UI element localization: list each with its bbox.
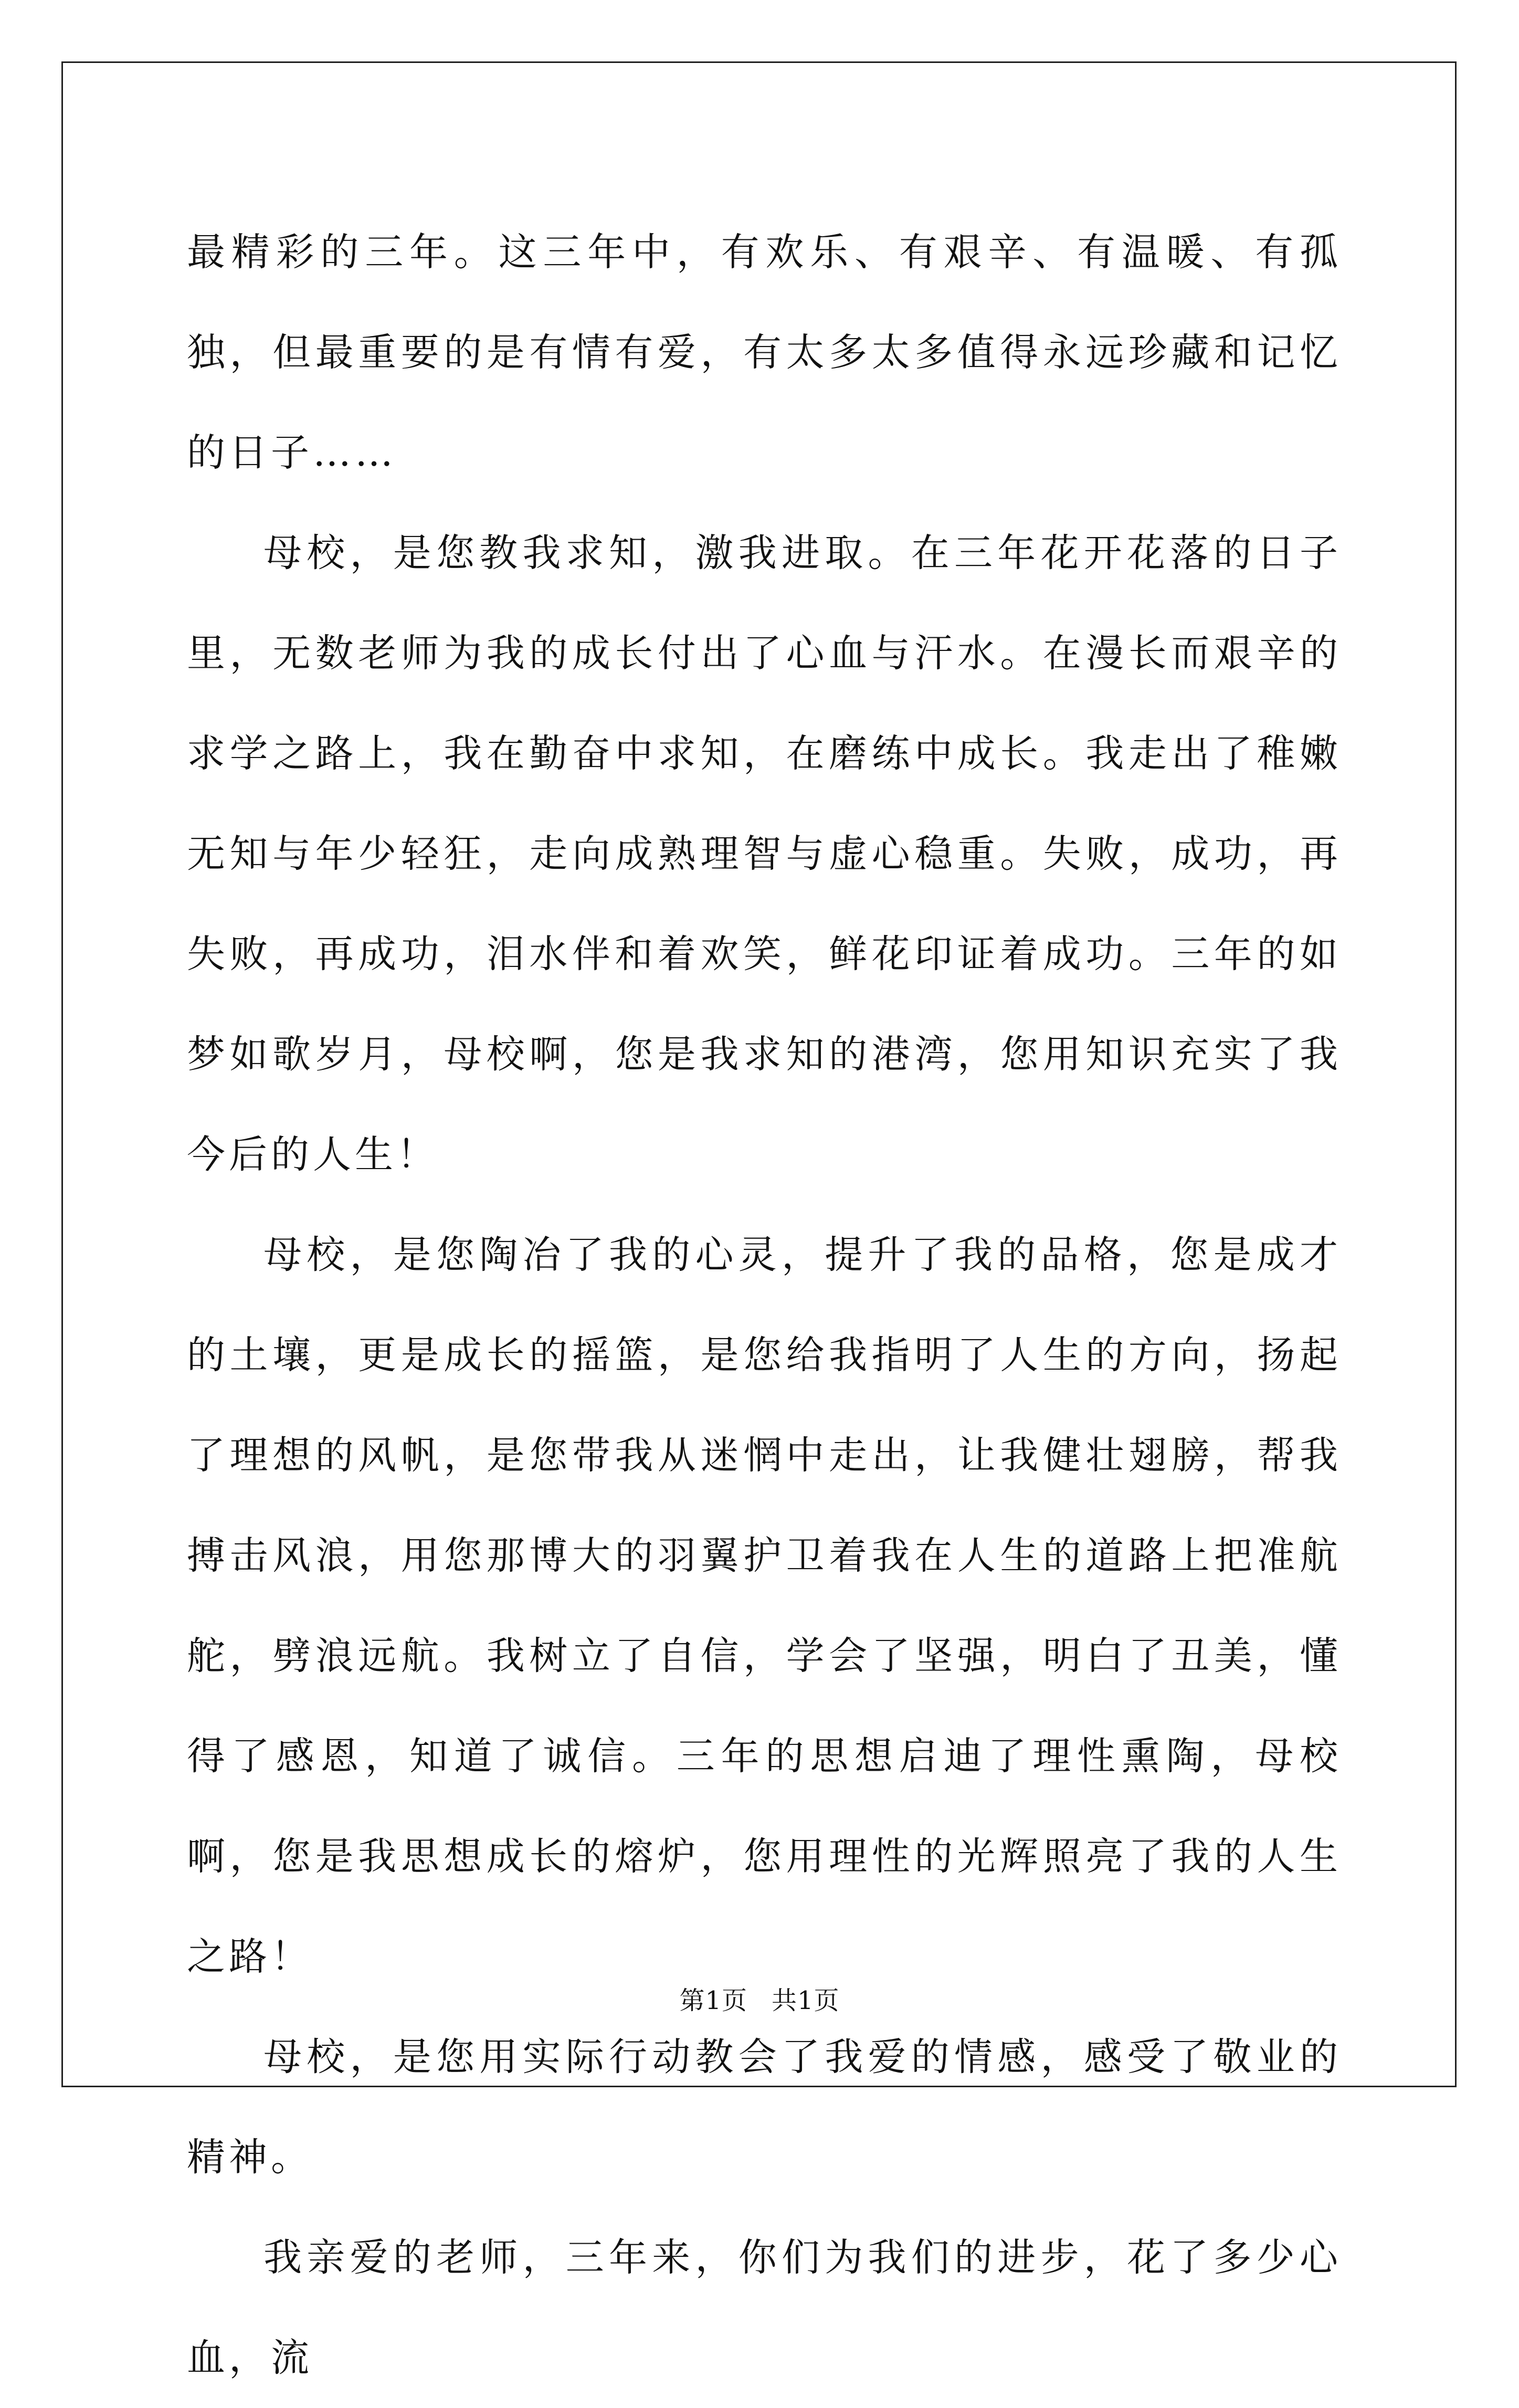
paragraph-1: 最精彩的三年。这三年中，有欢乐、有艰辛、有温暖、有孤独，但最重要的是有情有爱，有太多太多值得永远珍藏和记忆的日子…… xyxy=(187,230,1342,475)
paragraph-2: 母校，是您教我求知，激我进取。在三年花开花落的日子里，无数老师为我的成长付出了心血与汗水。在漫长而艰辛的求学之路上，我在勤奋中求知，在磨练中成长。我走出了稚嫩无知与年少轻狂，走向成熟理智与虚心稳重。失败，成功，再失败，再成功，泪水伴和着欢笑，鲜花印证着成功。三年的如梦如歌岁月，母校啊，您是我求知的港湾，您用知识充实了我今后的人生！ xyxy=(187,531,1342,1177)
paragraph-4: 母校，是您用实际行动教会了我爱的情感，感受了敬业的精神。 xyxy=(187,2035,1342,2180)
paragraph-3: 母校，是您陶冶了我的心灵，提升了我的品格，您是成才的土壤，更是成长的摇篮，是您给我指明了人生的方向，扬起了理想的风帆，是您带我从迷惘中走出，让我健壮翅膀，帮我搏击风浪，用您那博大的羽翼护卫着我在人生的道路上把准航舵，劈浪远航。我树立了自信，学会了坚强，明白了丑美，懂得了感恩，知道了诚信。三年的思想启迪了理性熏陶，母校啊，您是我思想成长的熔炉，您用理性的光辉照亮了我的人生之路！ xyxy=(187,1233,1342,1979)
paragraph-5: 我亲爱的老师，三年来，你们为我们的进步，花了多少心血，流 xyxy=(187,2235,1342,2380)
document-body xyxy=(187,202,1342,2408)
page-number-total: 共1页 xyxy=(772,1986,840,2015)
page-number-current: 第1页 xyxy=(679,1986,747,2015)
page-footer xyxy=(0,1985,1519,2016)
